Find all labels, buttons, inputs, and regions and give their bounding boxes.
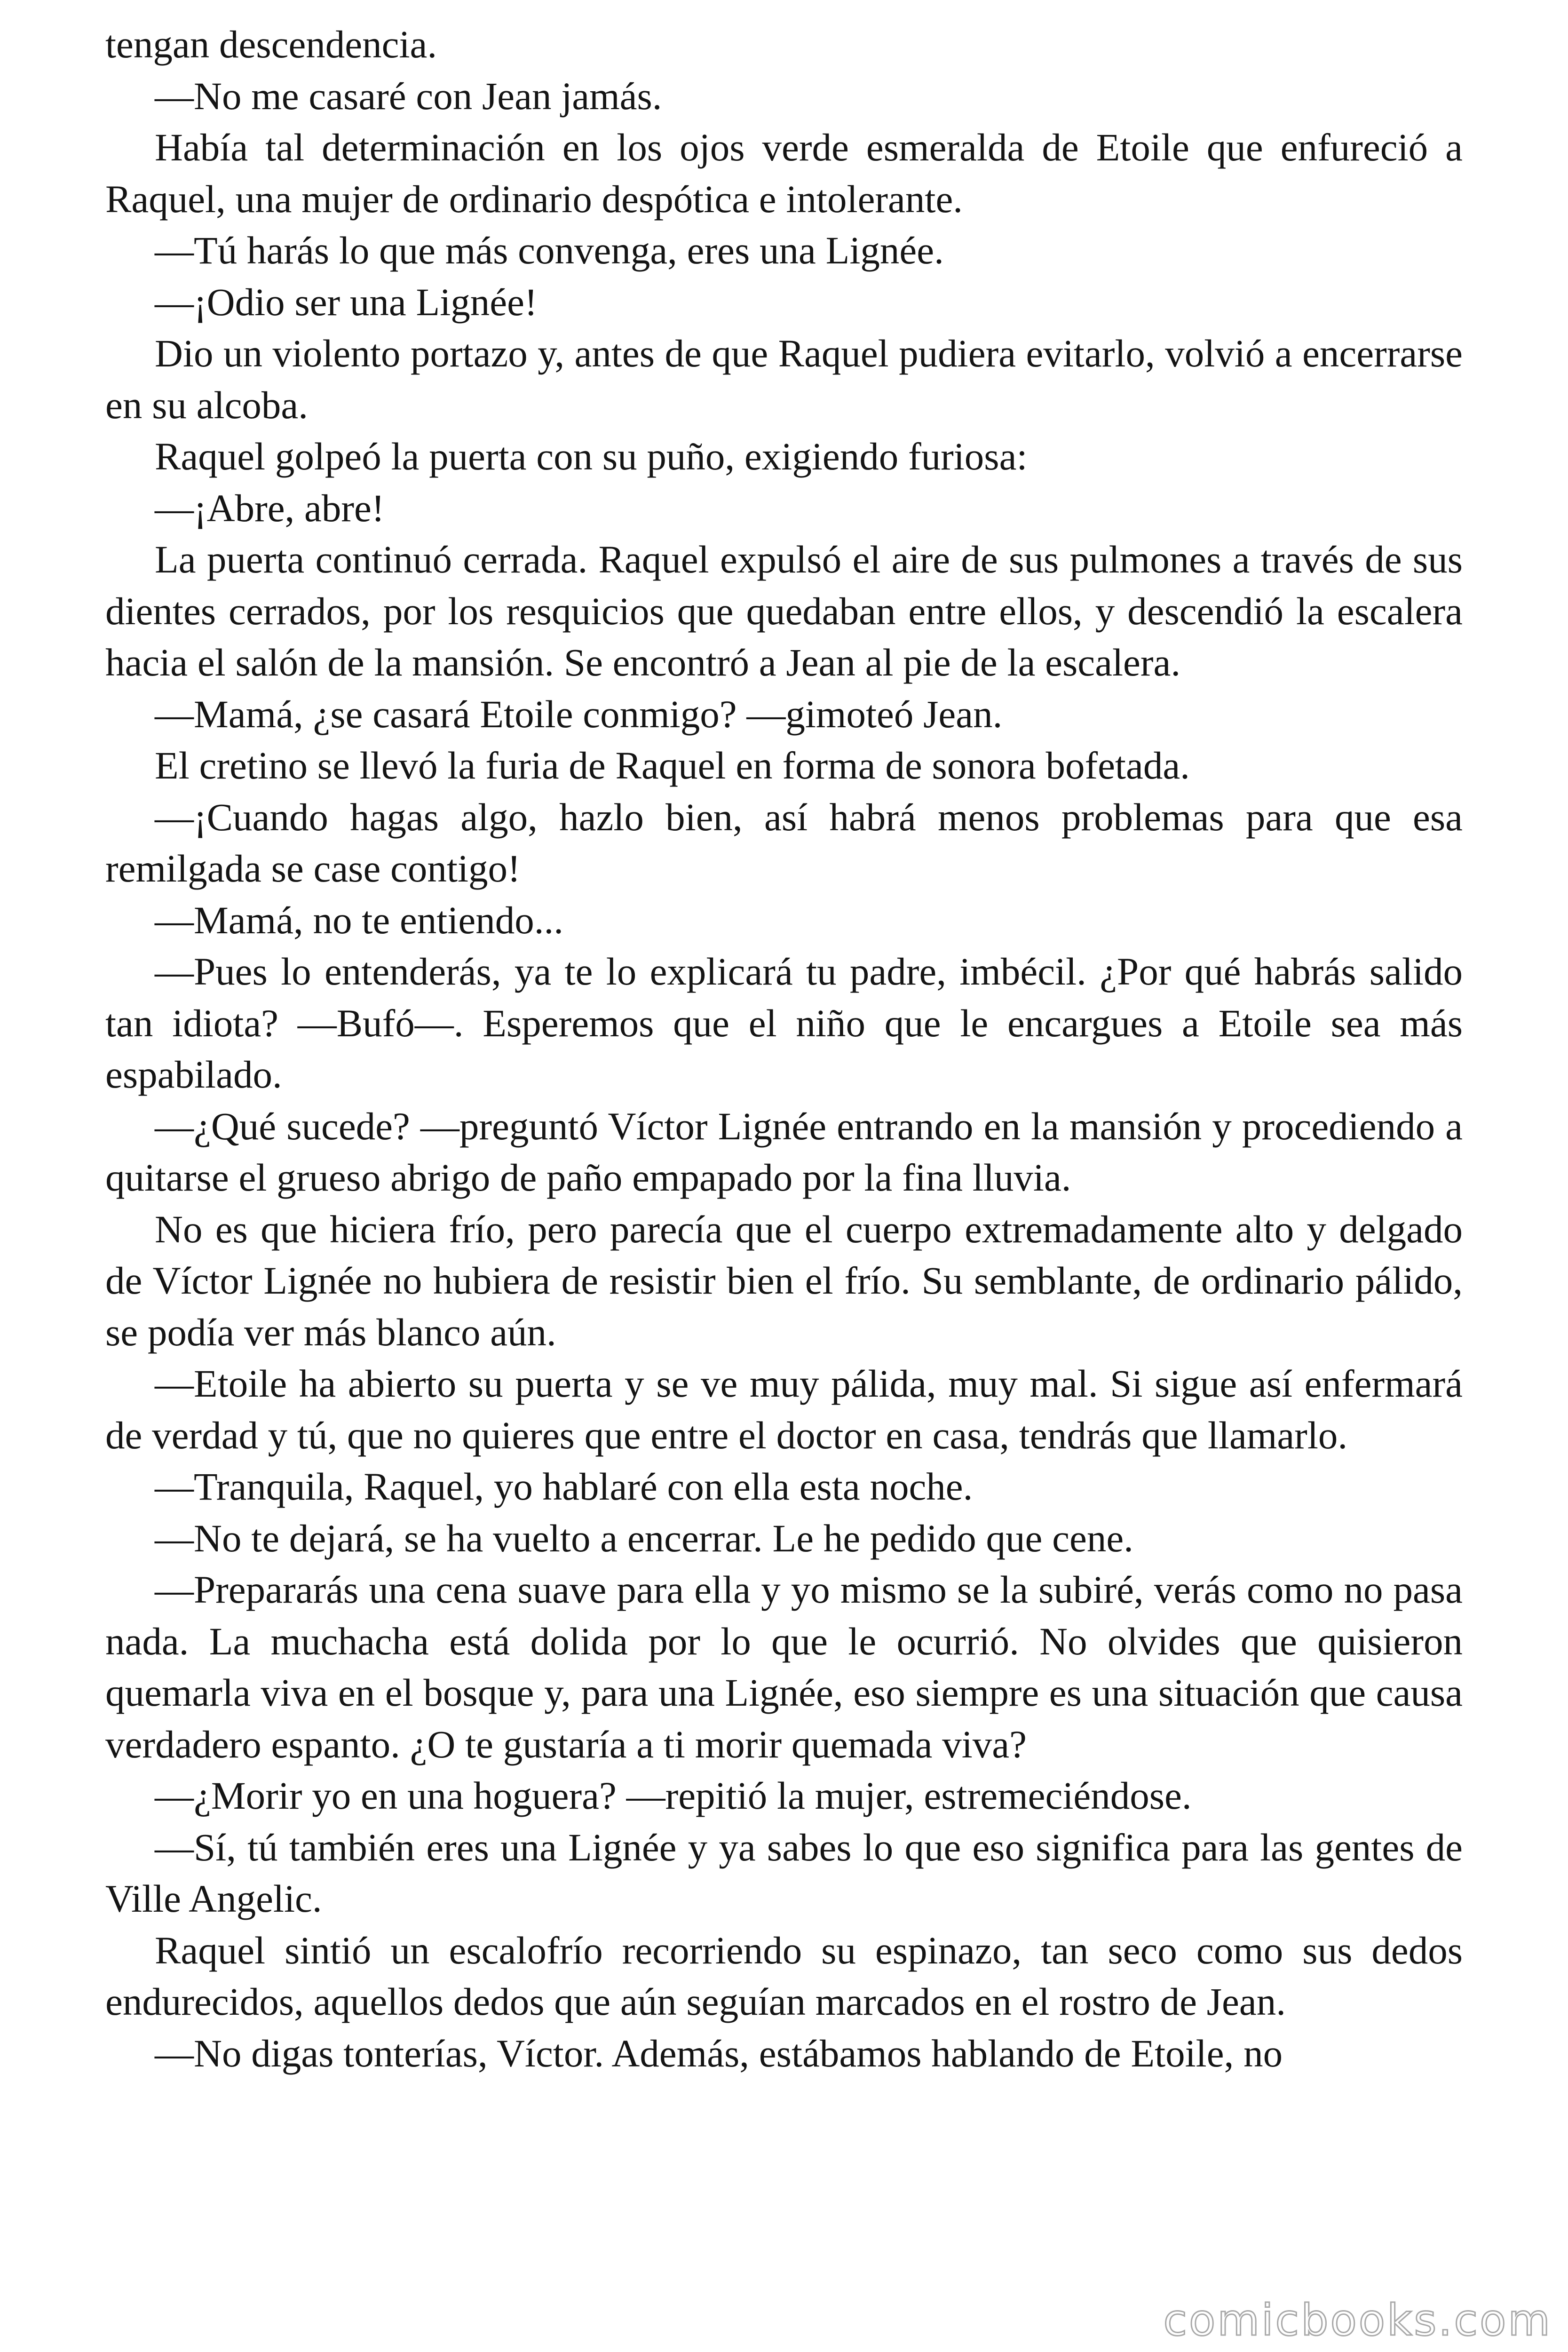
paragraph: Había tal determinación en los ojos verde esmeralda de Etoile que enfureció a Raquel, una mujer de ordinario despótica e intolerante.: [105, 126, 1463, 221]
paragraph: La puerta continuó cerrada. Raquel expulsó el aire de sus pulmones a través de sus dientes cerrados, por los resquicios que quedaban entre ellos, y descendió la escalera hacia el salón de la mansión. Se encontró a Jean al pie de la escalera.: [105, 538, 1463, 684]
paragraph: No es que hiciera frío, pero parecía que el cuerpo extremadamente alto y delgado de Víctor Lignée no hubiera de resistir bien el frío. Su semblante, de ordinario pálido, se podía ver más blanco aún.: [105, 1207, 1463, 1354]
paragraph: —¿Morir yo en una hoguera? —repitió la mujer, estremeciéndose.: [155, 1774, 1192, 1817]
paragraph: —Mamá, ¿se casará Etoile conmigo? —gimoteó Jean.: [155, 692, 1003, 736]
paragraph: —Mamá, no te entiendo...: [155, 898, 563, 942]
paragraph: Dio un violento portazo y, antes de que Raquel pudiera evitarlo, volvió a encerrarse en su alcoba.: [105, 332, 1463, 427]
paragraph: —Prepararás una cena suave para ella y yo mismo se la subiré, verás como no pasa nada. La muchacha está dolida por lo que le ocurrió. No olvides que quisieron quemarla viva en el bosque y, para una Lignée, eso siempre es una situación que causa verdadero espanto. ¿O te gustaría a ti morir quemada viva?: [105, 1568, 1463, 1766]
paragraph: —¡Cuando hagas algo, hazlo bien, así habrá menos problemas para que esa remilgada se case contigo!: [105, 795, 1463, 890]
page-body: [105, 19, 1463, 2079]
watermark-logo: comicbooks.com: [1163, 2295, 1552, 2345]
paragraph: —Tranquila, Raquel, yo hablaré con ella esta noche.: [155, 1465, 973, 1508]
paragraph: —Sí, tú también eres una Lignée y ya sabes lo que eso significa para las gentes de Ville Angelic.: [105, 1825, 1463, 1920]
paragraph: —¿Qué sucede? —preguntó Víctor Lignée entrando en la mansión y procediendo a quitarse el grueso abrigo de paño empapado por la fina lluvia.: [105, 1104, 1463, 1199]
paragraph: —No te dejará, se ha vuelto a encerrar. Le he pedido que cene.: [155, 1516, 1133, 1560]
paragraph: —Pues lo entenderás, ya te lo explicará tu padre, imbécil. ¿Por qué habrás salido tan idiota? —Bufó—. Esperemos que el niño que le encargues a Etoile sea más espabilado.: [105, 950, 1463, 1096]
paragraph: —¡Abre, abre!: [155, 486, 385, 530]
paragraph: —No digas tonterías, Víctor. Además, estábamos hablando de Etoile, no: [155, 2031, 1283, 2075]
paragraph: Raquel golpeó la puerta con su puño, exigiendo furiosa:: [155, 435, 1028, 478]
paragraph: —No me casaré con Jean jamás.: [155, 74, 662, 118]
paragraph: El cretino se llevó la furia de Raquel en forma de sonora bofetada.: [155, 744, 1190, 787]
paragraph: —¡Odio ser una Lignée!: [155, 280, 538, 324]
paragraph: —Tú harás lo que más convenga, eres una Lignée.: [155, 229, 944, 272]
paragraph: tengan descendencia.: [105, 23, 437, 66]
paragraph: Raquel sintió un escalofrío recorriendo su espinazo, tan seco como sus dedos endurecidos, aquellos dedos que aún seguían marcados en el rostro de Jean.: [105, 1928, 1463, 2023]
paragraph: —Etoile ha abierto su puerta y se ve muy pálida, muy mal. Si sigue así enfermará de verdad y tú, que no quieres que entre el doctor en casa, tendrás que llamarlo.: [105, 1362, 1463, 1457]
